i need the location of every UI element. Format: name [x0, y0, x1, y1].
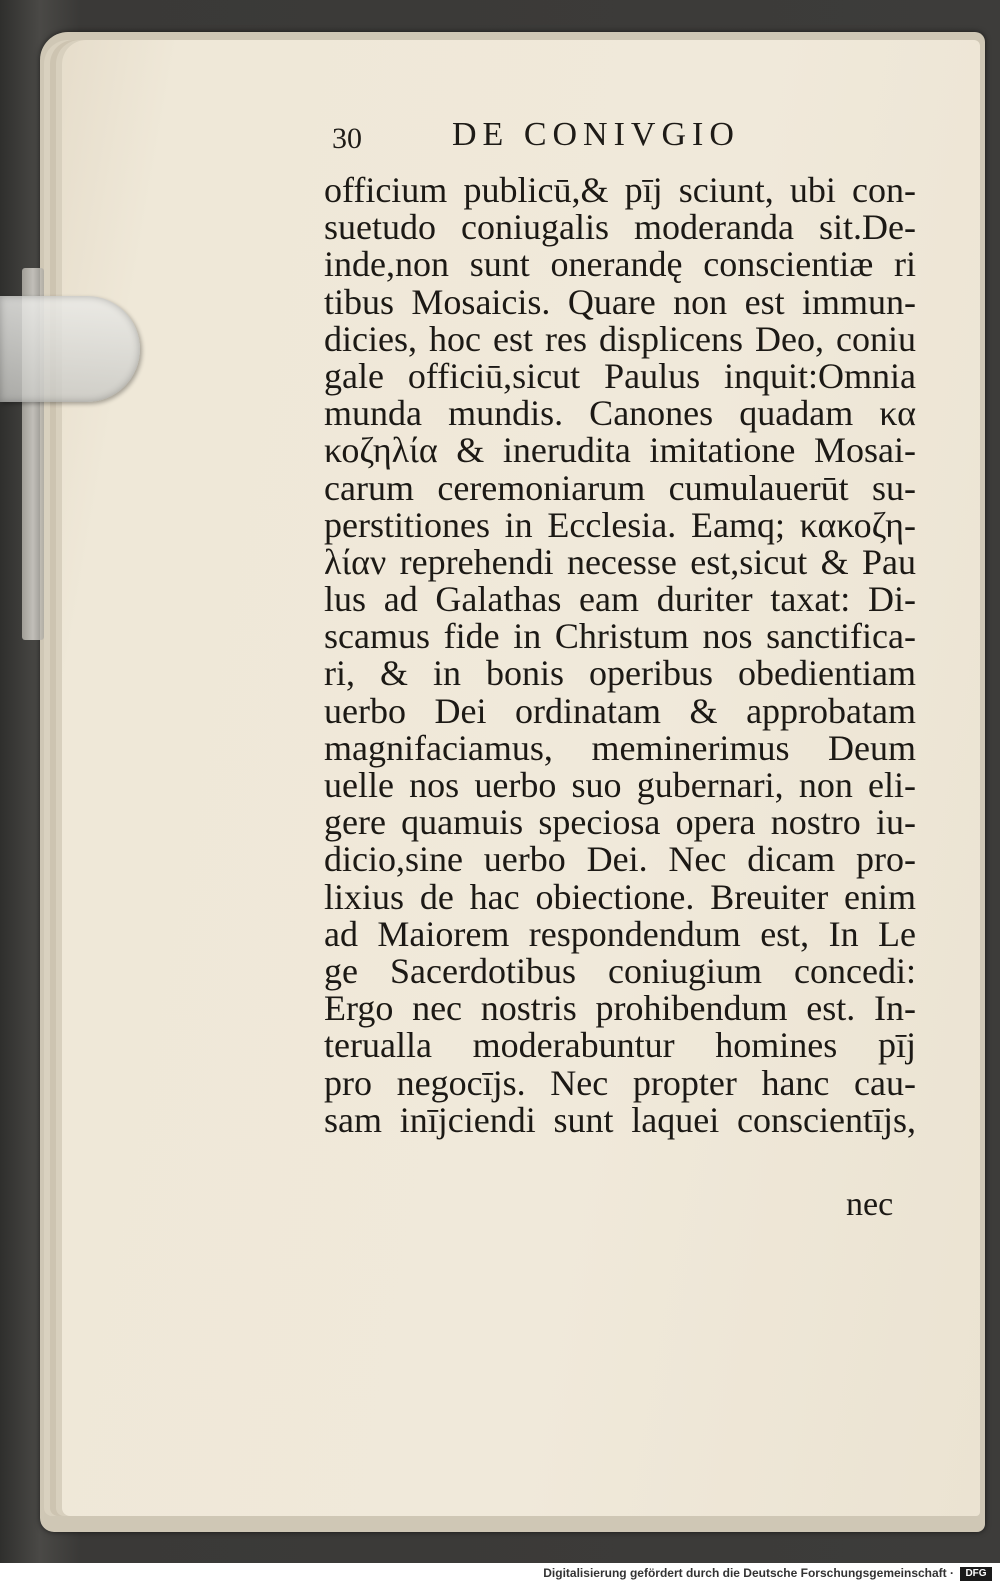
- text-line: scamus fide in Christum nos sanctifica‑: [324, 616, 916, 657]
- text-line: sam inījciendi sunt laquei conscientījs,: [324, 1099, 916, 1140]
- text-line: Ergo nec nostris prohibendum est. In‑: [324, 988, 916, 1029]
- text-line: gale officiū,sicut Paulus inquit:Omnia: [324, 355, 916, 396]
- text-line: terualla moderabuntur homines pīj: [324, 1025, 916, 1066]
- text-line: inde,non sunt onerandę conscientiæ ri: [324, 244, 916, 285]
- text-line: carum ceremoniarum cumulauerūt su‑: [324, 467, 916, 508]
- text-line: ge Sacerdotibus coniugium concedi:: [324, 950, 916, 991]
- text-line: tibus Mosaicis. Quare non est immun‑: [324, 281, 916, 322]
- text-line: uerbo Dei ordinatam & approbatam: [324, 690, 916, 731]
- text-line: suetudo coniugalis moderanda sit.De‑: [324, 207, 916, 248]
- page-clip: [0, 296, 140, 402]
- text-line: dicio,sine uerbo Dei. Nec dicam pro‑: [324, 839, 916, 880]
- dfg-logo: DFG: [960, 1567, 992, 1581]
- text-line: λίαν reprehendi necesse est,sicut & Pau: [324, 541, 916, 582]
- text-line: officium publicū,& pīj sciunt, ubi con‑: [324, 170, 916, 210]
- body-text: [324, 172, 916, 1139]
- text-line: dicies, hoc est res displicens Deo, coniu: [324, 318, 916, 359]
- text-line: lus ad Galathas eam duriter taxat: Di‑: [324, 579, 916, 620]
- running-head-title: DE CONIVGIO: [452, 116, 740, 153]
- running-head: [332, 112, 892, 160]
- text-line: ad Maiorem respondendum est, In Le: [324, 913, 916, 954]
- catchword: nec: [846, 1186, 894, 1223]
- text-line: gere quamuis speciosa opera nostro iu‑: [324, 802, 916, 843]
- funding-credit: Digitalisierung gefördert durch die Deutsche Forschungsgemeinschaft ·: [543, 1566, 954, 1580]
- text-line: κοζηλία & inerudita imitatione Mosai‑: [324, 430, 916, 471]
- text-line: magnifaciamus, meminerimus Deum: [324, 727, 916, 768]
- text-line: pro negocījs. Nec propter hanc cau‑: [324, 1062, 916, 1103]
- footer-bar: [0, 1563, 1000, 1586]
- text-line: uelle nos uerbo suo gubernari, non eli‑: [324, 765, 916, 805]
- text-line: ri, & in bonis operibus obedientiam: [324, 653, 916, 694]
- text-line: lixius de hac obiectione. Breuiter enim: [324, 876, 916, 917]
- page-number: 30: [332, 122, 362, 155]
- text-line: munda mundis. Canones quadam κα: [324, 393, 916, 434]
- text-line: perstitiones in Ecclesia. Eamq; κακοζη‑: [324, 504, 916, 545]
